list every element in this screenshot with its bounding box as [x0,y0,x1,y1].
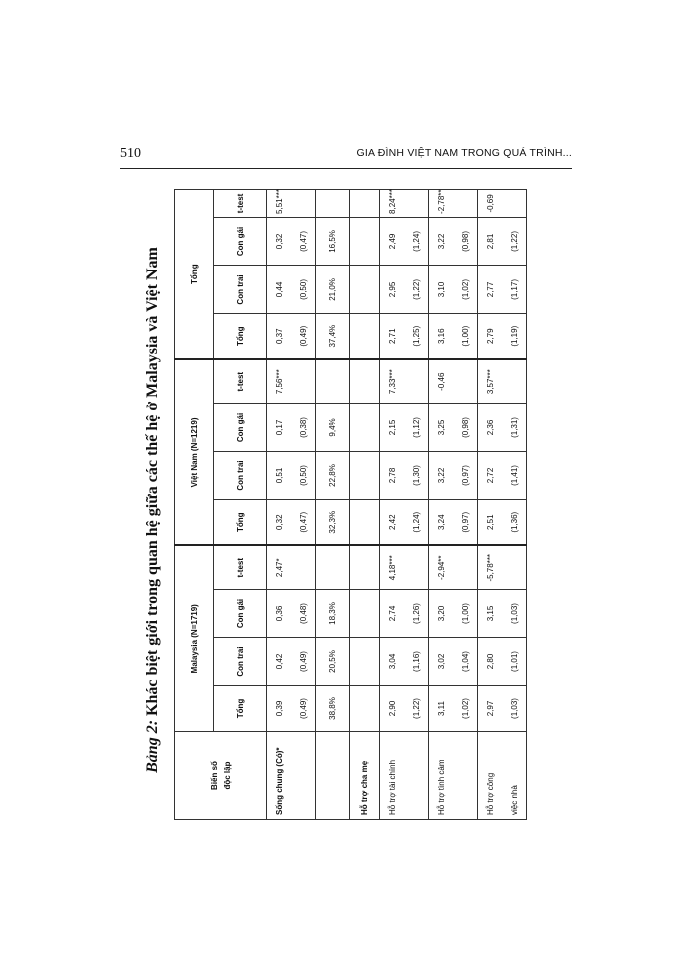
cell-sd: (1,03) [502,590,527,638]
cell-sd [453,189,478,217]
cell: 2,80 [478,638,503,686]
table-row-section [350,189,380,819]
row-label: Sống chung (Có)* [267,732,292,820]
table-row-sd [502,189,527,819]
cell-sd: (1,00) [453,590,478,638]
cell-sd [404,545,429,589]
cell [350,217,380,265]
table-row [316,189,350,819]
cell [350,499,380,545]
cell: 38,8% [316,686,350,732]
cell: 21,0% [316,265,350,313]
cell-sd [291,545,316,589]
cell-sd: (0,47) [291,217,316,265]
cell-sd: (1,41) [502,451,527,499]
table-caption [138,180,168,840]
row-label: Hỗ trợ tài chính [380,732,405,820]
cell-sd [291,189,316,217]
cell: 3,16 [429,313,454,359]
subheader-daughter: Con gái [214,590,267,638]
cell [350,403,380,451]
cell: 3,04 [380,638,405,686]
row-label: Hỗ trợ công [478,732,503,820]
cell: 2,81 [478,217,503,265]
row-label-empty [453,732,478,820]
cell-sd [404,189,429,217]
cell: 0,39 [267,686,292,732]
cell: 3,10 [429,265,454,313]
cell-sd: (1,17) [502,265,527,313]
cell-sd: (0,97) [453,499,478,545]
cell-sd: (1,22) [502,217,527,265]
cell: 2,49 [380,217,405,265]
group-header-vietnam: Việt Nam (N=1219) [175,359,214,545]
cell: 3,25 [429,403,454,451]
cell-sd: (1,30) [404,451,429,499]
cell-sd: (1,24) [404,217,429,265]
cell-sd: (1,16) [404,638,429,686]
cell: 0,17 [267,403,292,451]
cell: 3,22 [429,451,454,499]
cell: 16,5% [316,217,350,265]
subheader-ttest: t-test [214,545,267,589]
subheader-total: Tổng [214,313,267,359]
cell: 0,32 [267,499,292,545]
cell-sd: (0,49) [291,638,316,686]
cell: 20,5% [316,638,350,686]
data-table [174,189,527,820]
cell-sd: (1,25) [404,313,429,359]
cell: -2,78** [429,189,454,217]
corner-header [175,732,267,820]
cell [350,189,380,217]
cell: 0,42 [267,638,292,686]
group-header-malaysia: Malaysia (N=1719) [175,545,214,731]
cell: 2,97 [478,686,503,732]
table-row-sd [404,189,429,819]
cell-sd: (0,98) [453,403,478,451]
cell-sd: (0,47) [291,499,316,545]
cell-sd: (0,48) [291,590,316,638]
cell-sd: (1,02) [453,265,478,313]
cell: 32,3% [316,499,350,545]
rotated-table-block [138,180,558,840]
cell-sd: (0,38) [291,403,316,451]
table-row-sd [453,189,478,819]
cell [350,686,380,732]
cell: -5,78*** [478,545,503,589]
cell: -2,94** [429,545,454,589]
cell-sd: (0,50) [291,265,316,313]
cell-sd: (1,26) [404,590,429,638]
cell-sd: (0,98) [453,217,478,265]
cell-sd: (1,12) [404,403,429,451]
group-header-total: Tổng [175,189,214,359]
cell-sd: (1,02) [453,686,478,732]
subheader-son: Con trai [214,265,267,313]
cell: 2,90 [380,686,405,732]
cell [350,638,380,686]
section-label: Hỗ trợ cha mẹ [350,732,380,820]
cell-sd: (1,22) [404,686,429,732]
cell: 2,15 [380,403,405,451]
cell: 2,74 [380,590,405,638]
cell: 2,36 [478,403,503,451]
cell: 5,51*** [267,189,292,217]
subheader-daughter: Con gái [214,217,267,265]
row-label-empty [404,732,429,820]
subheader-son: Con trai [214,451,267,499]
row-label [316,732,350,820]
cell: -0,69 [478,189,503,217]
cell: 0,44 [267,265,292,313]
row-label-continued: việc nhà [502,732,527,820]
cell-sd [291,359,316,403]
cell: 3,11 [429,686,454,732]
running-title: GIA ĐÌNH VIỆT NAM TRONG QUÁ TRÌNH... [356,147,572,159]
cell: 3,57*** [478,359,503,403]
cell: 0,32 [267,217,292,265]
cell-sd [502,545,527,589]
cell: 4,18*** [380,545,405,589]
table-caption-text: Khác biệt giới trong quan hệ giữa các thế hệ ở Malaysia và Việt Nam [144,247,161,716]
cell-sd: (1,04) [453,638,478,686]
cell: 2,72 [478,451,503,499]
cell: 3,02 [429,638,454,686]
cell: 0,36 [267,590,292,638]
cell: 0,37 [267,313,292,359]
subheader-ttest: t-test [214,189,267,217]
cell: 2,79 [478,313,503,359]
subheader-total: Tổng [214,499,267,545]
cell: 2,42 [380,499,405,545]
cell-sd [453,359,478,403]
cell: 2,47* [267,545,292,589]
cell-sd: (1,00) [453,313,478,359]
cell [350,265,380,313]
cell [316,545,350,589]
cell: 3,22 [429,217,454,265]
cell: 3,24 [429,499,454,545]
cell-sd [502,359,527,403]
cell: 2,77 [478,265,503,313]
cell-sd [453,545,478,589]
cell-sd: (0,97) [453,451,478,499]
row-label: Hỗ trợ tình cảm [429,732,454,820]
table-row [429,189,454,819]
subheader-ttest: t-test [214,359,267,403]
cell: 9,4% [316,403,350,451]
cell-sd: (1,22) [404,265,429,313]
corner-header-line2: độc lập [222,761,232,790]
cell: 7,33*** [380,359,405,403]
table-row [380,189,405,819]
cell-sd: (0,49) [291,313,316,359]
cell-sd: (1,31) [502,403,527,451]
table-row [267,189,292,819]
subheader-daughter: Con gái [214,403,267,451]
cell: 3,20 [429,590,454,638]
cell [350,545,380,589]
cell: 0,51 [267,451,292,499]
page-header [120,146,572,169]
cell-sd: (0,49) [291,686,316,732]
page-number: 510 [120,146,141,161]
cell: 3,15 [478,590,503,638]
cell [350,590,380,638]
cell: 2,71 [380,313,405,359]
table-row-sd [291,189,316,819]
cell-sd: (1,36) [502,499,527,545]
corner-header-line1: Biến số [209,761,219,790]
cell: 18,3% [316,590,350,638]
cell-sd: (1,19) [502,313,527,359]
cell [350,313,380,359]
cell-sd [404,359,429,403]
row-label-empty [291,732,316,820]
cell [316,189,350,217]
cell: 2,95 [380,265,405,313]
cell-sd: (1,24) [404,499,429,545]
cell: 22,8% [316,451,350,499]
table-caption-label: Bảng 2: [144,719,161,773]
cell [350,451,380,499]
cell [316,359,350,403]
cell: 2,51 [478,499,503,545]
cell: 37,4% [316,313,350,359]
cell-sd: (1,03) [502,686,527,732]
cell [350,359,380,403]
cell-sd: (1,01) [502,638,527,686]
cell: 8,24*** [380,189,405,217]
cell: 7,56*** [267,359,292,403]
subheader-son: Con trai [214,638,267,686]
cell: -0,46 [429,359,454,403]
cell-sd: (0,50) [291,451,316,499]
subheader-total: Tổng [214,686,267,732]
cell-sd [502,189,527,217]
cell: 2,78 [380,451,405,499]
table-row [478,189,503,819]
